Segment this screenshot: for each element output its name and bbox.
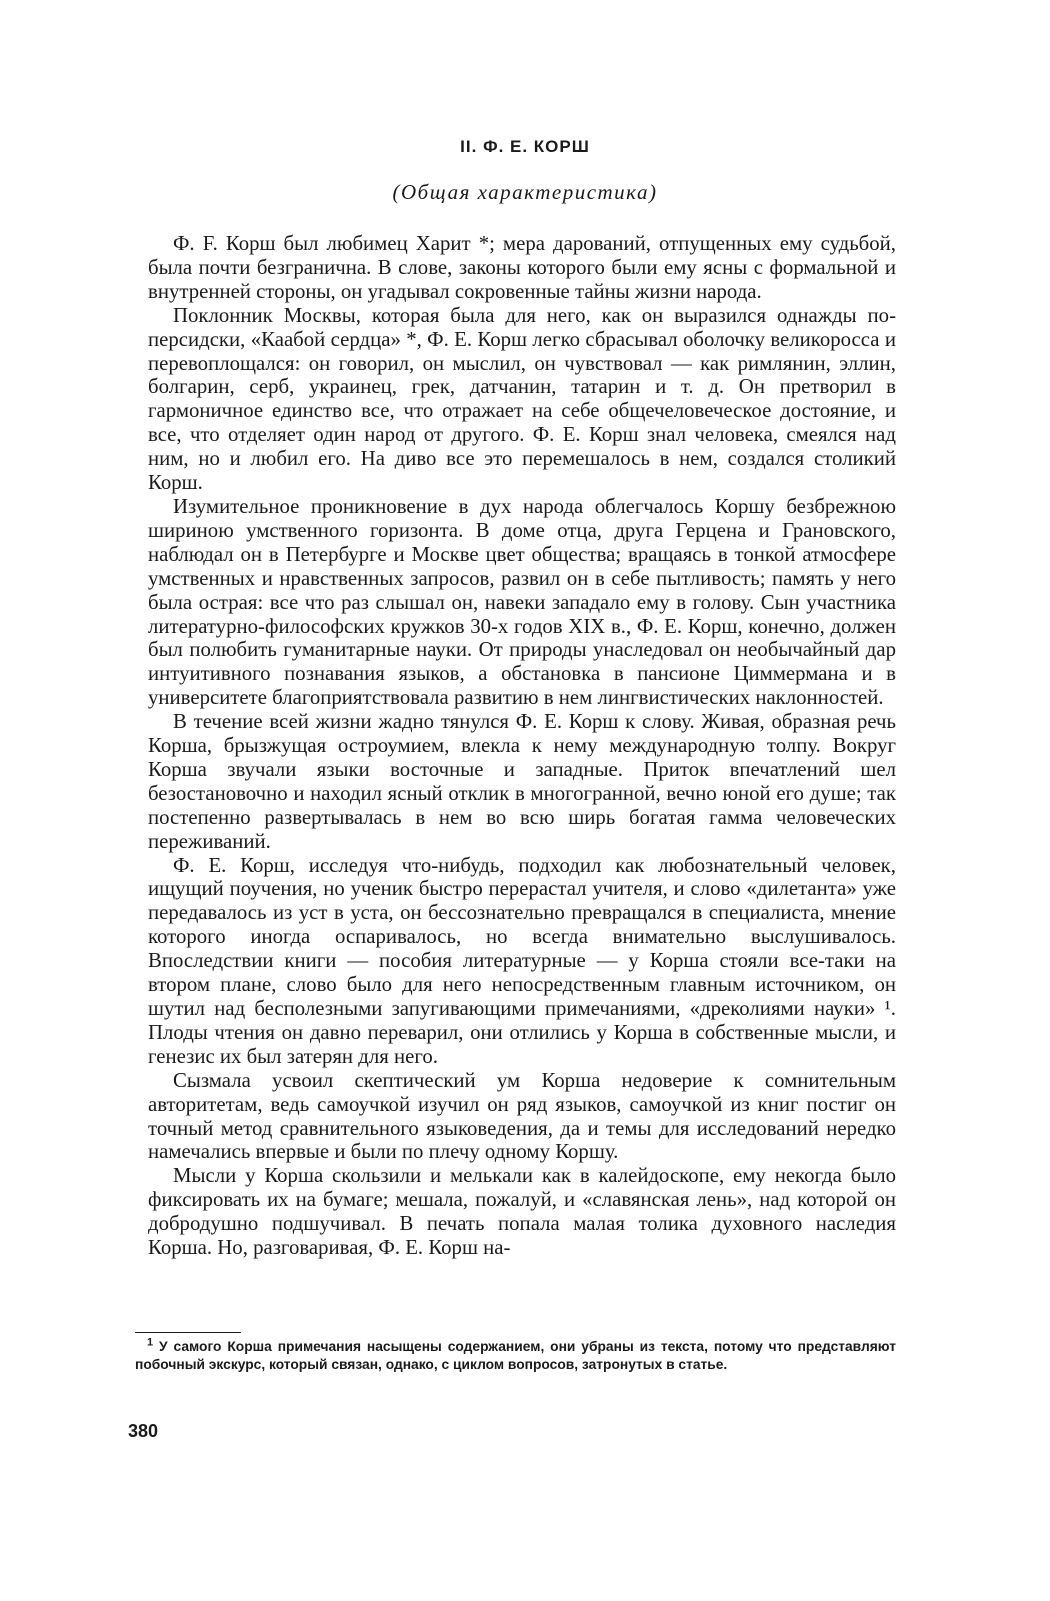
paragraph: Мысли у Корша скользили и мелькали как в калейдоскопе, ему некогда было фиксировать их на бумаге; мешала, пожалуй, и «славянская лень», над которой он добродушно подшучивал. В печать попала малая толика духовного наследия Корша. Но, разговаривая, Ф. Е. Корш на- bbox=[148, 1164, 896, 1260]
footnote bbox=[135, 1338, 896, 1373]
chapter-subtitle: (Общая характеристика) bbox=[392, 180, 658, 204]
footnote-marker: 1 bbox=[147, 1336, 154, 1349]
paragraph: Ф. Е. Корш, исследуя что-нибудь, подходил как любознательный человек, ищущий поучения, но ученик быстро перерастал учителя, и слово «дилетанта» уже передавалось из уст в уста, он бессознательно превращался в специалиста, мнение которого иногда оспаривалось, но всегда внимательно выслушивалось. Впоследствии книги — пособия литературные — у Корша стояли все-таки на втором плане, слово было для него непосредственным главным источником, он шутил над бесполезными запугивающими примечаниями, «дреколиями науки» ¹. Плоды чтения он давно переварил, они отлились у Корша в собственные мысли, и генезис их был затерян для него. bbox=[148, 853, 896, 1068]
chapter-title: II. Ф. Е. КОРШ bbox=[460, 137, 590, 156]
footnote-text: У самого Корша примечания насыщены содержанием, они убраны из текста, потому что представляют побочный экскурс, который связан, однако, с циклом вопросов, затронутых в статье. bbox=[135, 1339, 896, 1372]
paragraph: В течение всей жизни жадно тянулся Ф. Е. Корш к слову. Живая, образная речь Корша, брызжущая остроумием, влекла к нему международную толпу. Вокруг Корша звучали языки восточные и западные. Приток впечатлений шел безостановочно и находил ясный отклик в многогранной, вечно юной его душе; так постепенно развертывалась в нем во всю ширь богатая гамма человеческих переживаний. bbox=[148, 710, 896, 853]
body-text bbox=[148, 232, 896, 1260]
paragraph: Поклонник Москвы, которая была для него, как он выразился однажды по-персидски, «Каабой сердца» *, Ф. Е. Корш легко сбрасывал оболочку великоросса и перевоплощался: он говорил, он мыслил, он чувствовал — как римлянин, эллин, болгарин, серб, украинец, грек, датчанин, татарин и т. д. Он претворил в гармоничное единство все, что отражает на себе общечеловеческое достояние, и все, что отделяет один народ от другого. Ф. Е. Корш знал человека, смеялся над ним, но и любил его. На диво все это перемешалось в нем, создался столикий Корш. bbox=[148, 303, 896, 495]
page-number: 380 bbox=[128, 1421, 159, 1441]
footnote-divider bbox=[135, 1332, 241, 1333]
paragraph: Сызмала усвоил скептический ум Корша недоверие к сомнительным авторитетам, ведь самоучкой изучил он ряд языков, самоучкой из книг постиг он точный метод сравнительного языковедения, да и темы для исследований нередко намечались впервые и были по плечу одному Коршу. bbox=[148, 1068, 896, 1164]
paragraph: Ф. F. Корш был любимец Харит *; мера дарований, отпущенных ему судьбой, была почти безгранична. В слове, законы которого были ему ясны с формальной и внутренней стороны, он угадывал сокровенные тайны жизни народа. bbox=[148, 232, 896, 303]
paragraph: Изумительное проникновение в дух народа облегчалось Коршу безбрежною шириною умственного горизонта. В доме отца, друга Герцена и Грановского, наблюдал он в Петербурге и Москве цвет общества; вращаясь в тонкой атмосфере умственных и нравственных запросов, развил он в себе пытливость; память у него была острая: все что раз слышал он, навеки западало ему в голову. Сын участника литературно-философских кружков 30-х годов XIX в., Ф. Е. Корш, конечно, должен был полюбить гуманитарные науки. От природы унаследовал он необычайный дар интуитивного познавания языков, а обстановка в пансионе Циммермана и в университете благоприятствовала развитию в нем лингвистических наклонностей. bbox=[148, 494, 896, 710]
